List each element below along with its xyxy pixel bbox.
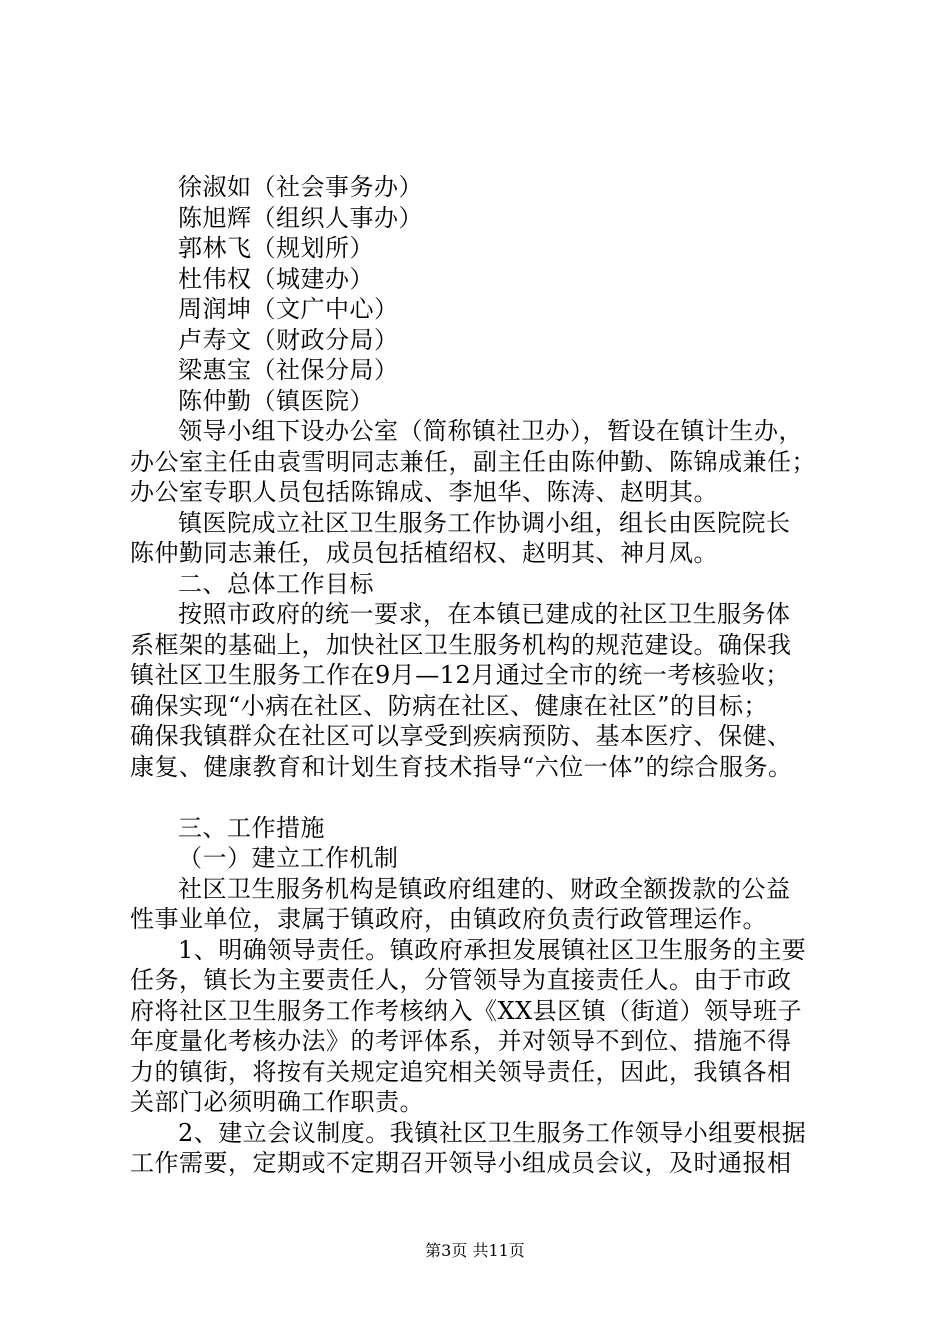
paragraph-line: 领导小组下设办公室（简称镇社卫办），暂设在镇计生办， (178, 417, 803, 445)
member-item: 周润坤（文广中心） (178, 295, 399, 323)
member-item: 徐淑如（社会事务办） (178, 173, 423, 201)
member-item: 梁惠宝（社保分局） (178, 356, 399, 384)
member-item: 陈仲勤（镇医院） (178, 386, 374, 415)
member-item: 郭林飞（规划所） (178, 234, 374, 262)
section-heading-goals: 二、总体工作目标 (178, 569, 374, 598)
paragraph-line: 年度量化考核办法》的考评体系，并对领导不到位、措施不得 (130, 1027, 792, 1055)
goal-paragraph (130, 599, 835, 782)
section-heading-measures: 三、工作措施 (178, 813, 325, 842)
paragraph-line: 按照市政府的统一要求，在本镇已建成的社区卫生服务体 (178, 600, 791, 628)
blank-line (130, 782, 835, 813)
hospital-paragraph (130, 508, 835, 569)
member-item: 杜伟权（城建办） (178, 264, 374, 293)
paragraph-line: 确保实现“小病在社区、防病在社区、健康在社区”的目标； (130, 691, 769, 720)
mechanism-paragraph (130, 874, 835, 935)
paragraph-line: 1、明确领导责任。镇政府承担发展镇社区卫生服务的主要 (178, 935, 807, 964)
office-paragraph (130, 416, 835, 508)
document-body (130, 172, 835, 1179)
paragraph-line: 办公室专职人员包括陈锦成、李旭华、陈涛、赵明其。 (130, 478, 718, 506)
paragraph-line: 康复、健康教育和计划生育技术指导“六位一体”的综合服务。 (130, 752, 793, 781)
item2-paragraph (130, 1118, 835, 1179)
paragraph-line: 工作需要，定期或不定期召开领导小组成员会议，及时通报相 (130, 1149, 792, 1177)
paragraph-line: 力的镇街，将按有关规定追究相关领导责任，因此，我镇各相 (130, 1057, 792, 1086)
member-list (130, 172, 835, 416)
paragraph-line: 陈仲勤同志兼任，成员包括植绍权、赵明其、神月凤。 (130, 539, 718, 567)
paragraph-line: 社区卫生服务机构是镇政府组建的、财政全额拨款的公益 (178, 874, 791, 903)
paragraph-line: 确保我镇群众在社区可以享受到疾病预防、基本医疗、保健、 (130, 722, 792, 750)
page-number-footer: 第3页 共11页 (425, 1241, 525, 1260)
paragraph-line: 2、建立会议制度。我镇社区卫生服务工作领导小组要根据 (178, 1118, 807, 1147)
item1-paragraph (130, 935, 835, 1118)
paragraph-line: 办公室主任由袁雪明同志兼任，副主任由陈仲勤、陈锦成兼任； (130, 447, 816, 476)
paragraph-line: 任务，镇长为主要责任人，分管领导为直接责任人。由于市政 (130, 966, 792, 994)
paragraph-line: 府将社区卫生服务工作考核纳入《XX县区镇（街道）领导班子 (130, 996, 803, 1025)
subsection-heading-mechanism: （一）建立工作机制 (178, 844, 399, 872)
member-item: 陈旭辉（组织人事办） (178, 203, 423, 232)
paragraph-line: 性事业单位，隶属于镇政府，由镇政府负责行政管理运作。 (130, 905, 767, 933)
paragraph-line: 镇社区卫生服务工作在9月—12月通过全市的统一考核验收； (130, 661, 790, 689)
paragraph-line: 关部门必须明确工作职责。 (130, 1088, 424, 1116)
member-item: 卢寿文（财政分局） (178, 325, 399, 354)
paragraph-line: 系框架的基础上，加快社区卫生服务机构的规范建设。确保我 (130, 630, 792, 659)
paragraph-line: 镇医院成立社区卫生服务工作协调小组，组长由医院院长 (178, 508, 791, 537)
